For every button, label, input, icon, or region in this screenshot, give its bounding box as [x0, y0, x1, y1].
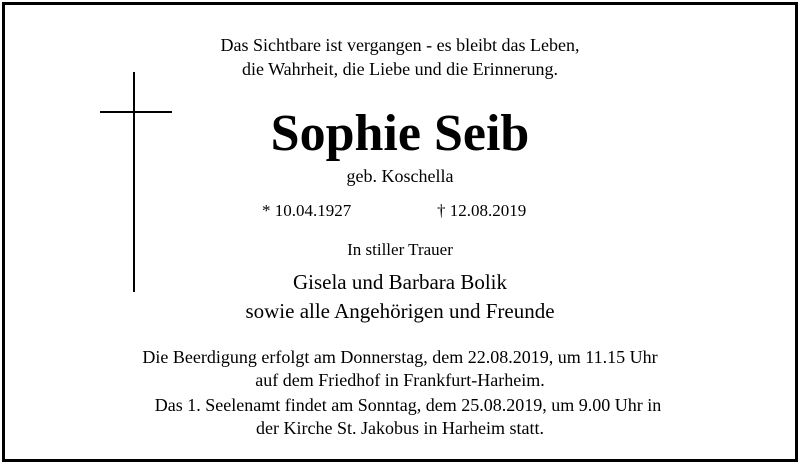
- death-date: † 12.08.2019: [437, 201, 527, 220]
- notice-line-2: auf dem Friedhof in Frankfurt-Harheim.: [255, 370, 545, 390]
- birth-date: * 10.04.1927: [262, 201, 352, 220]
- motto-line-2: die Wahrheit, die Liebe und die Erinnerung.: [241, 59, 559, 79]
- deceased-name: Sophie Seib: [270, 105, 530, 162]
- notice-line-1: Die Beerdigung erfolgt am Donnerstag, dem 22.08.2019, um 11.15 Uhr: [142, 347, 658, 367]
- notice-line-3: Das 1. Seelenamt findet am Sonntag, dem 25.08.2019, um 9.00 Uhr in: [154, 395, 662, 415]
- family-line-1: Gisela und Barbara Bolik: [292, 270, 508, 294]
- family-line-2: sowie alle Angehörigen und Freunde: [245, 299, 555, 323]
- motto-line-1: Das Sichtbare ist vergangen - es bleibt das Leben,: [220, 35, 580, 55]
- maiden-name: geb. Koschella: [346, 166, 454, 186]
- mourning-line: In stiller Trauer: [347, 240, 453, 259]
- notice-line-4: der Kirche St. Jakobus in Harheim statt.: [256, 418, 544, 438]
